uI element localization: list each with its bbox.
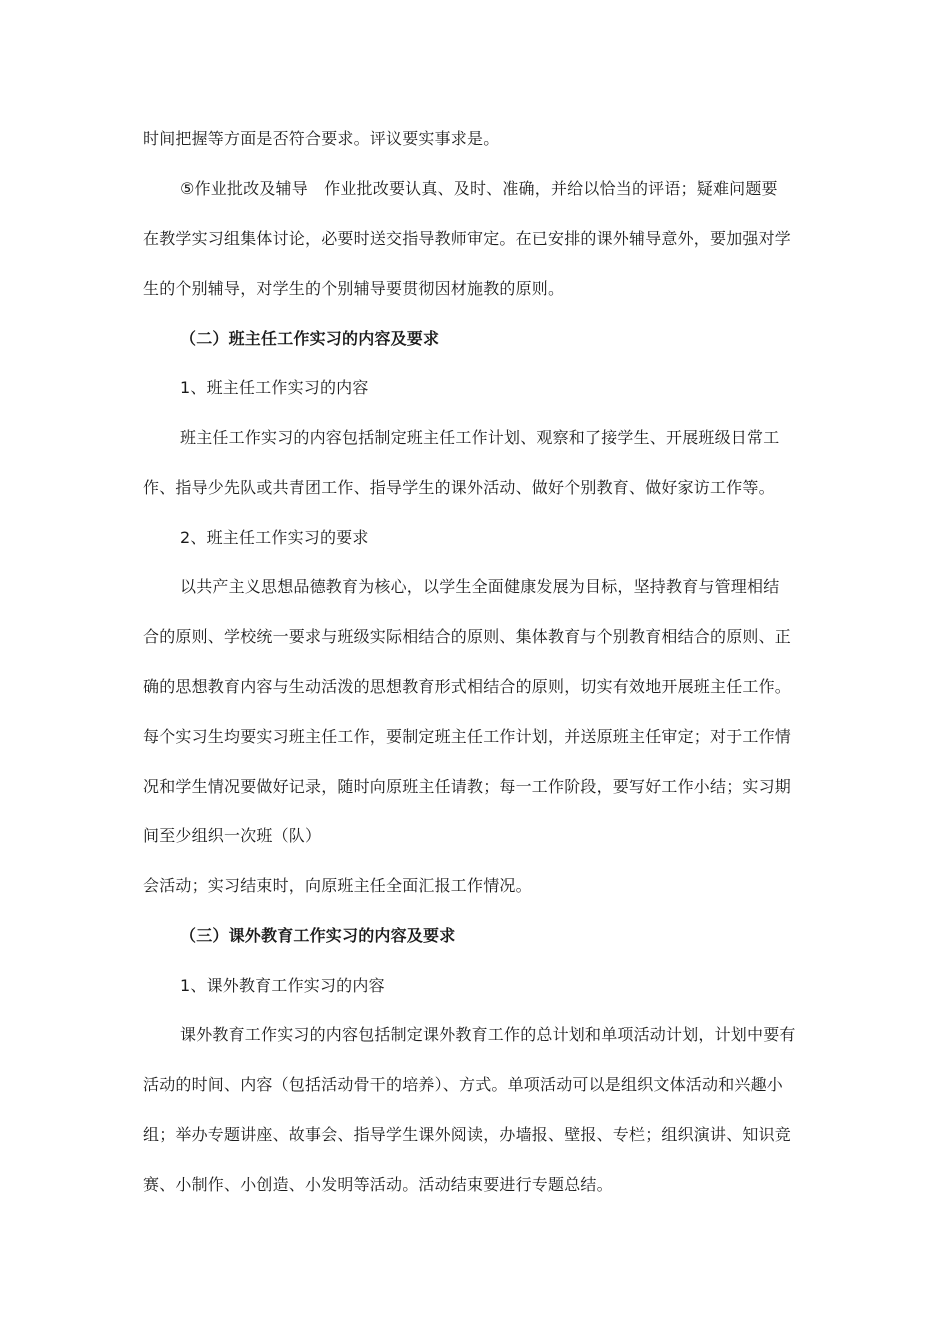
paragraph-line: 会活动；实习结束时，向原班主任全面汇报工作情况。 bbox=[143, 876, 532, 895]
paragraph-line: 以共产主义思想品德教育为核心，以学生全面健康发展为目标，坚持教育与管理相结 bbox=[180, 577, 780, 596]
paragraph-line: ⑤作业批改及辅导 作业批改要认真、及时、准确，并给以恰当的评语；疑难问题要 bbox=[180, 179, 778, 198]
paragraph-line: 况和学生情况要做好记录，随时向原班主任请教；每一工作阶段，要写好工作小结；实习期 bbox=[143, 777, 792, 796]
paragraph-line: 班主任工作实习的内容包括制定班主任工作计划、观察和了接学生、开展班级日常工 bbox=[180, 428, 780, 447]
paragraph-line: 每个实习生均要实习班主任工作，要制定班主任工作计划，并送原班主任审定；对于工作情 bbox=[143, 727, 792, 746]
paragraph-line: 生的个别辅导，对学生的个别辅导要贯彻因材施教的原则。 bbox=[143, 279, 565, 298]
paragraph-line: 组；举办专题讲座、故事会、指导学生课外阅读，办墙报、壁报、专栏；组织演讲、知识竞 bbox=[143, 1125, 792, 1144]
paragraph-line: 时间把握等方面是否符合要求。评议要实事求是。 bbox=[143, 129, 500, 148]
paragraph-line: 确的思想教育内容与生动活泼的思想教育形式相结合的原则，切实有效地开展班主任工作。 bbox=[143, 677, 792, 696]
paragraph-line: 活动的时间、内容（包括活动骨干的培养）、方式。单项活动可以是组织文体活动和兴趣小 bbox=[143, 1075, 784, 1094]
subsection-heading: 1、课外教育工作实习的内容 bbox=[180, 976, 385, 995]
paragraph-line: 赛、小制作、小创造、小发明等活动。活动结束要进行专题总结。 bbox=[143, 1175, 613, 1194]
section-heading: （三）课外教育工作实习的内容及要求 bbox=[180, 926, 456, 945]
subsection-heading: 2、班主任工作实习的要求 bbox=[180, 528, 369, 547]
paragraph-line: 在教学实习组集体讨论，必要时送交指导教师审定。在已安排的课外辅导意外，要加强对学 bbox=[143, 229, 792, 248]
paragraph-line: 合的原则、学校统一要求与班级实际相结合的原则、集体教育与个别教育相结合的原则、正 bbox=[143, 627, 792, 646]
paragraph-line: 间至少组织一次班（队） bbox=[143, 826, 322, 845]
subsection-heading: 1、班主任工作实习的内容 bbox=[180, 378, 369, 397]
paragraph-line: 作、指导少先队或共青团工作、指导学生的课外活动、做好个别教育、做好家访工作等。 bbox=[143, 478, 775, 497]
paragraph-line: 课外教育工作实习的内容包括制定课外教育工作的总计划和单项活动计划，计划中要有 bbox=[180, 1025, 796, 1044]
section-heading: （二）班主任工作实习的内容及要求 bbox=[180, 329, 440, 348]
